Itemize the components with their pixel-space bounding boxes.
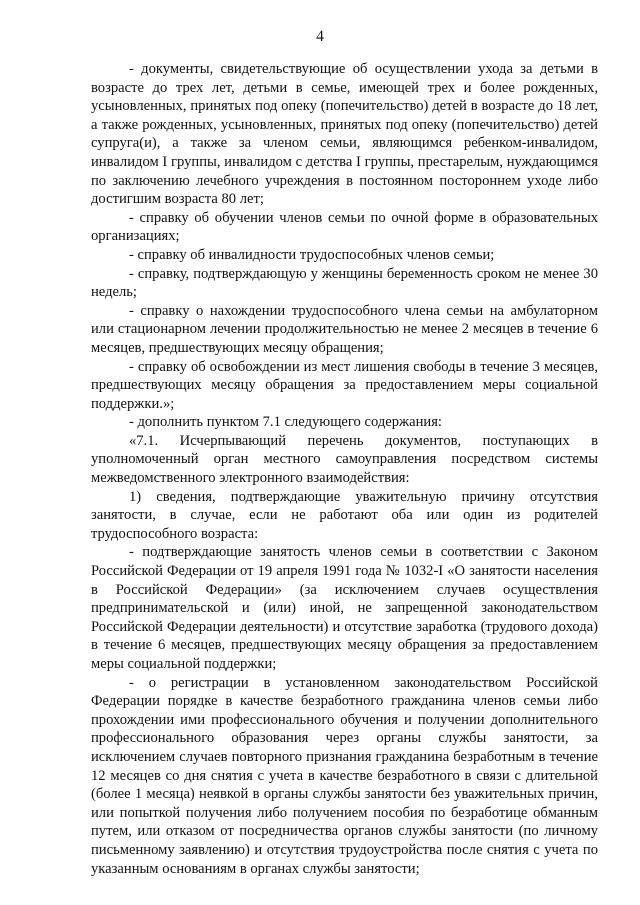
page-number: 4 xyxy=(316,28,324,45)
paragraph-release-certificate: - справку об освобождении из мест лишения свободы в течение 3 месяцев, предшествующих месяцу обращения за предоставлением меры социальной поддержки.»; xyxy=(91,358,598,412)
paragraph-clause-7-1: «7.1. Исчерпывающий перечень документов, поступающих в уполномоченный орган местного самоуправления посредством системы межведомственного электронного взаимодействия: xyxy=(91,432,598,487)
paragraph-education-certificate: - справку об обучении членов семьи по очной форме в образовательных организациях; xyxy=(91,209,598,245)
paragraph-employment-law: - подтверждающие занятость членов семьи в соответствии с Законом Российской Федерации от 19 апреля 1991 года № 1032-I «О занятости населения в Российской Федерации» (за исключением случаев осуществления предпринимательской и (или) иной, не запрещенной законодательством Российской Федерации деятельности) и отсутствие заработка (трудового дохода) в течение 6 месяцев, предшествующих месяцу обращения за предоставлением меры социальной поддержки; xyxy=(91,544,598,672)
paragraph-pregnancy-certificate: - справку, подтверждающую у женщины беременность сроком не менее 30 недель; xyxy=(91,265,598,301)
paragraph-treatment-certificate: - справку о нахождении трудоспособного члена семьи на амбулаторном или стационарном лечении продолжительностью не менее 2 месяцев в течение 6 месяцев, предшествующих месяцу обращения; xyxy=(91,302,598,356)
paragraph-documents-care: - документы, свидетельствующие об осуществлении ухода за детьми в возрасте до трех лет, детьми в семье, имеющей трех и более рожденных, усыновленных, принятых под опеку (попечительство) детей в возрасте до 18 лет, а также рожденных, усыновленных, принятых под опеку (попечительство) детей супруга(и), а также за членом семьи, являющимся ребенком-инвалидом, инвалидом I группы, инвалидом с детства I группы, престарелым, нуждающимся по заключению лечебного учреждения в постоянном постороннем уходе либо достигшим возраста 80 лет; xyxy=(91,61,598,208)
document-body xyxy=(91,60,598,878)
paragraph-disability-certificate: - справку об инвалидности трудоспособных членов семьи; xyxy=(129,246,495,263)
paragraph-add-clause: - дополнить пунктом 7.1 следующего содержания: xyxy=(129,414,442,431)
paragraph-unemployment-registration: - о регистрации в установленном законодательством Российской Федерации порядке в качестве безработного гражданина членов семьи либо прохождении ими профессионального обучения и получении дополнительного профессионального образования через органы службы занятости, за исключением случаев повторного признания гражданина безработным в течение 12 месяцев со дня снятия с учета в качестве безработного в связи с длительной (более 1 месяца) неявкой в органы службы занятости без уважительных причин, или попыткой получения либо получением пособия по безработице обманным путем, или отказом от посредничества органов службы занятости (по личному письменному заявлению) и отсутствия трудоустройства после снятия с учета по указанным основаниям в органах службы занятости; xyxy=(91,674,598,877)
paragraph-item-1: 1) сведения, подтверждающие уважительную причину отсутствия занятости, в случае, если не работают оба или один из родителей трудоспособного возраста: xyxy=(91,488,598,542)
